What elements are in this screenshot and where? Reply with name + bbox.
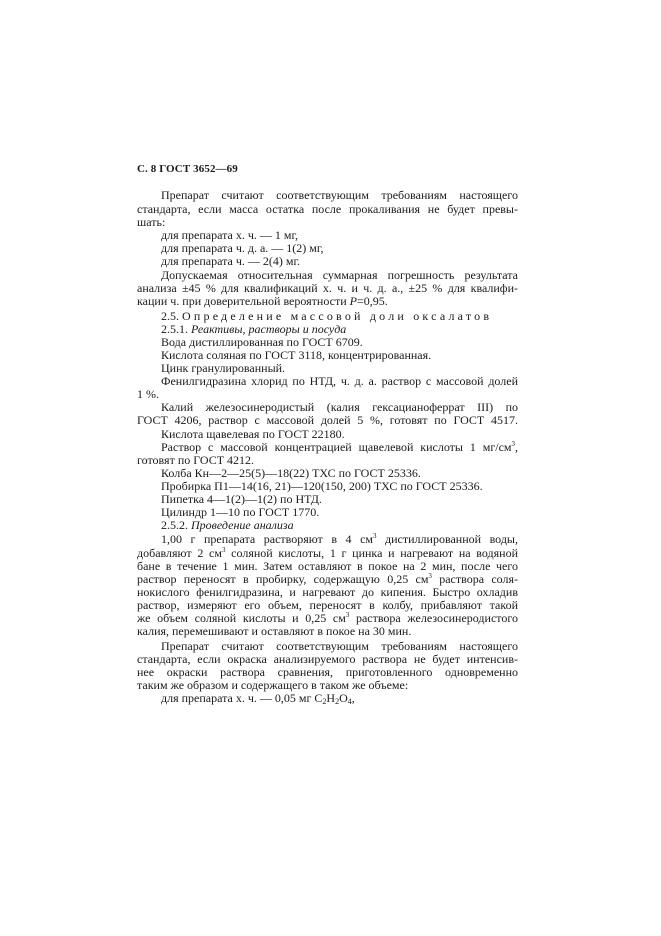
paragraph-line: стандарта, если масса остатка после прокаливания не будет превы- [137, 202, 518, 216]
paragraph-line [137, 572, 518, 586]
list-item: Фенилгидразина хлорид по НТД, ч. д. а. раствор с массовой долей [161, 374, 518, 388]
list-item: готовят по ГОСТ 4212. [137, 453, 255, 467]
text-run: P [349, 294, 357, 308]
text-run: же объем соляной кислоты и 0,25 см [137, 611, 346, 625]
text-run: дистиллированной воды, [376, 532, 518, 546]
list-item: Цинк гранулированный. [161, 361, 286, 375]
paragraph-line [137, 611, 518, 625]
list-item: для препарата ч. д. а. — 1(2) мг, [161, 241, 324, 255]
superscript: 3 [428, 572, 432, 580]
section-title: Проведение анализа [191, 518, 294, 532]
paragraph-line: калия, перемешивают и оставляют в покое на 30 мин. [137, 624, 412, 638]
paragraph-line: бане в течение 1 мин. Затем оставляют в покое на 2 мин, после чего [137, 559, 518, 573]
paragraph-line [161, 532, 518, 546]
list-item: Пипетка 4—1(2)—1(2) по НТД. [161, 492, 322, 506]
list-item: Цилиндр 1—10 по ГОСТ 1770. [161, 505, 320, 519]
paragraph-line: Препарат считают соответствующим требованиям настоящего [161, 639, 518, 653]
list-item: Кислота щавелевая по ГОСТ 22180. [161, 427, 345, 441]
paragraph-line: анализа ±45 % для квалификаций х. ч. и ч. д. а., ±25 % для квалифи- [137, 281, 518, 295]
section-number: 2.5. [161, 309, 182, 323]
text-run: добавляют 2 см [137, 546, 222, 560]
text-run: Раствор с массовой концентрацией щавелевой кислоты 1 мг/см [161, 440, 512, 454]
text-run: раствор переносят в пробирку, содержащую 0,25 см [137, 572, 429, 586]
list-item [161, 691, 518, 705]
paragraph-line: Допускаемая относительная суммарная погрешность результата [161, 268, 518, 282]
paragraph-line: Препарат считают соответствующим требованиям настоящего [161, 188, 518, 202]
subscript: 4 [347, 697, 352, 706]
superscript: 3 [221, 546, 226, 554]
list-item: Калий железосинеродистый (калия гексацианоферрат III) по [161, 400, 518, 414]
paragraph-line: раствор, измеряют его объем, переносят в колбу, прибавляют такой [137, 598, 518, 612]
text-run: кации ч. при доверительной вероятности [137, 294, 350, 308]
paragraph-line: нокислого фенилгидразина, и нагревают до кипения. Быстро охладив [137, 585, 518, 599]
superscript: 3 [373, 532, 377, 540]
page-header: С. 8 ГОСТ 3652—69 [137, 163, 238, 175]
paragraph-line [137, 546, 518, 560]
text-run: раствора соля- [431, 572, 519, 586]
superscript: 3 [511, 440, 515, 448]
text-run: раствора железосинеродистого [349, 611, 518, 625]
subscript: 2 [322, 697, 327, 706]
subsection-heading [161, 322, 518, 336]
paragraph-line: стандарта, если окраска анализируемого раствора не будет интенсив- [137, 652, 518, 666]
list-item: 1 %. [137, 387, 159, 401]
list-item: Пробирка П1—14(16, 21)—120(150, 200) ТХС по ГОСТ 25336. [161, 479, 483, 493]
list-item: ГОСТ 4206, раствор с массовой долей 5 %, готовят по ГОСТ 4517. [137, 413, 518, 427]
paragraph-line: таким же образом и содержащего в таком же объеме: [137, 678, 409, 692]
section-title: Реактивы, растворы и посуда [191, 322, 347, 336]
section-number: 2.5.1. [161, 322, 191, 336]
subsection-heading [161, 518, 518, 532]
text-run: H [326, 691, 336, 705]
text-run: , [351, 691, 355, 705]
list-item [161, 440, 518, 454]
list-item: для препарата ч. — 2(4) мг. [161, 254, 301, 268]
section-number: 2.5.2. [161, 518, 191, 532]
paragraph-line: шать: [137, 215, 166, 229]
list-item: Кислота соляная по ГОСТ 3118, концентрированная. [161, 348, 432, 362]
list-item: Колба Кн—2—25(5)—18(22) ТХС по ГОСТ 25336. [161, 466, 421, 480]
list-item: Вода дистиллированная по ГОСТ 6709. [161, 335, 363, 349]
text-run: 1,00 г препарата растворяют в 4 см [161, 532, 373, 546]
section-title: Определение массовой доли оксалатов [182, 309, 493, 323]
text-run: для препарата х. ч. — 0,05 мг C [161, 691, 323, 705]
paragraph-line [137, 294, 518, 308]
text-run: =0,95. [356, 294, 388, 308]
text-run: , [515, 440, 518, 454]
superscript: 3 [345, 611, 350, 619]
list-item: для препарата х. ч. — 1 мг, [161, 228, 299, 242]
subscript: 2 [335, 697, 340, 706]
paragraph-line: нее окраски раствора сравнения, приготовленного одновременно [137, 665, 518, 679]
section-heading [161, 309, 518, 323]
text-run: O [339, 691, 348, 705]
text-run: соляной кислоты, 1 г цинка и нагревают на водяной [225, 546, 518, 560]
